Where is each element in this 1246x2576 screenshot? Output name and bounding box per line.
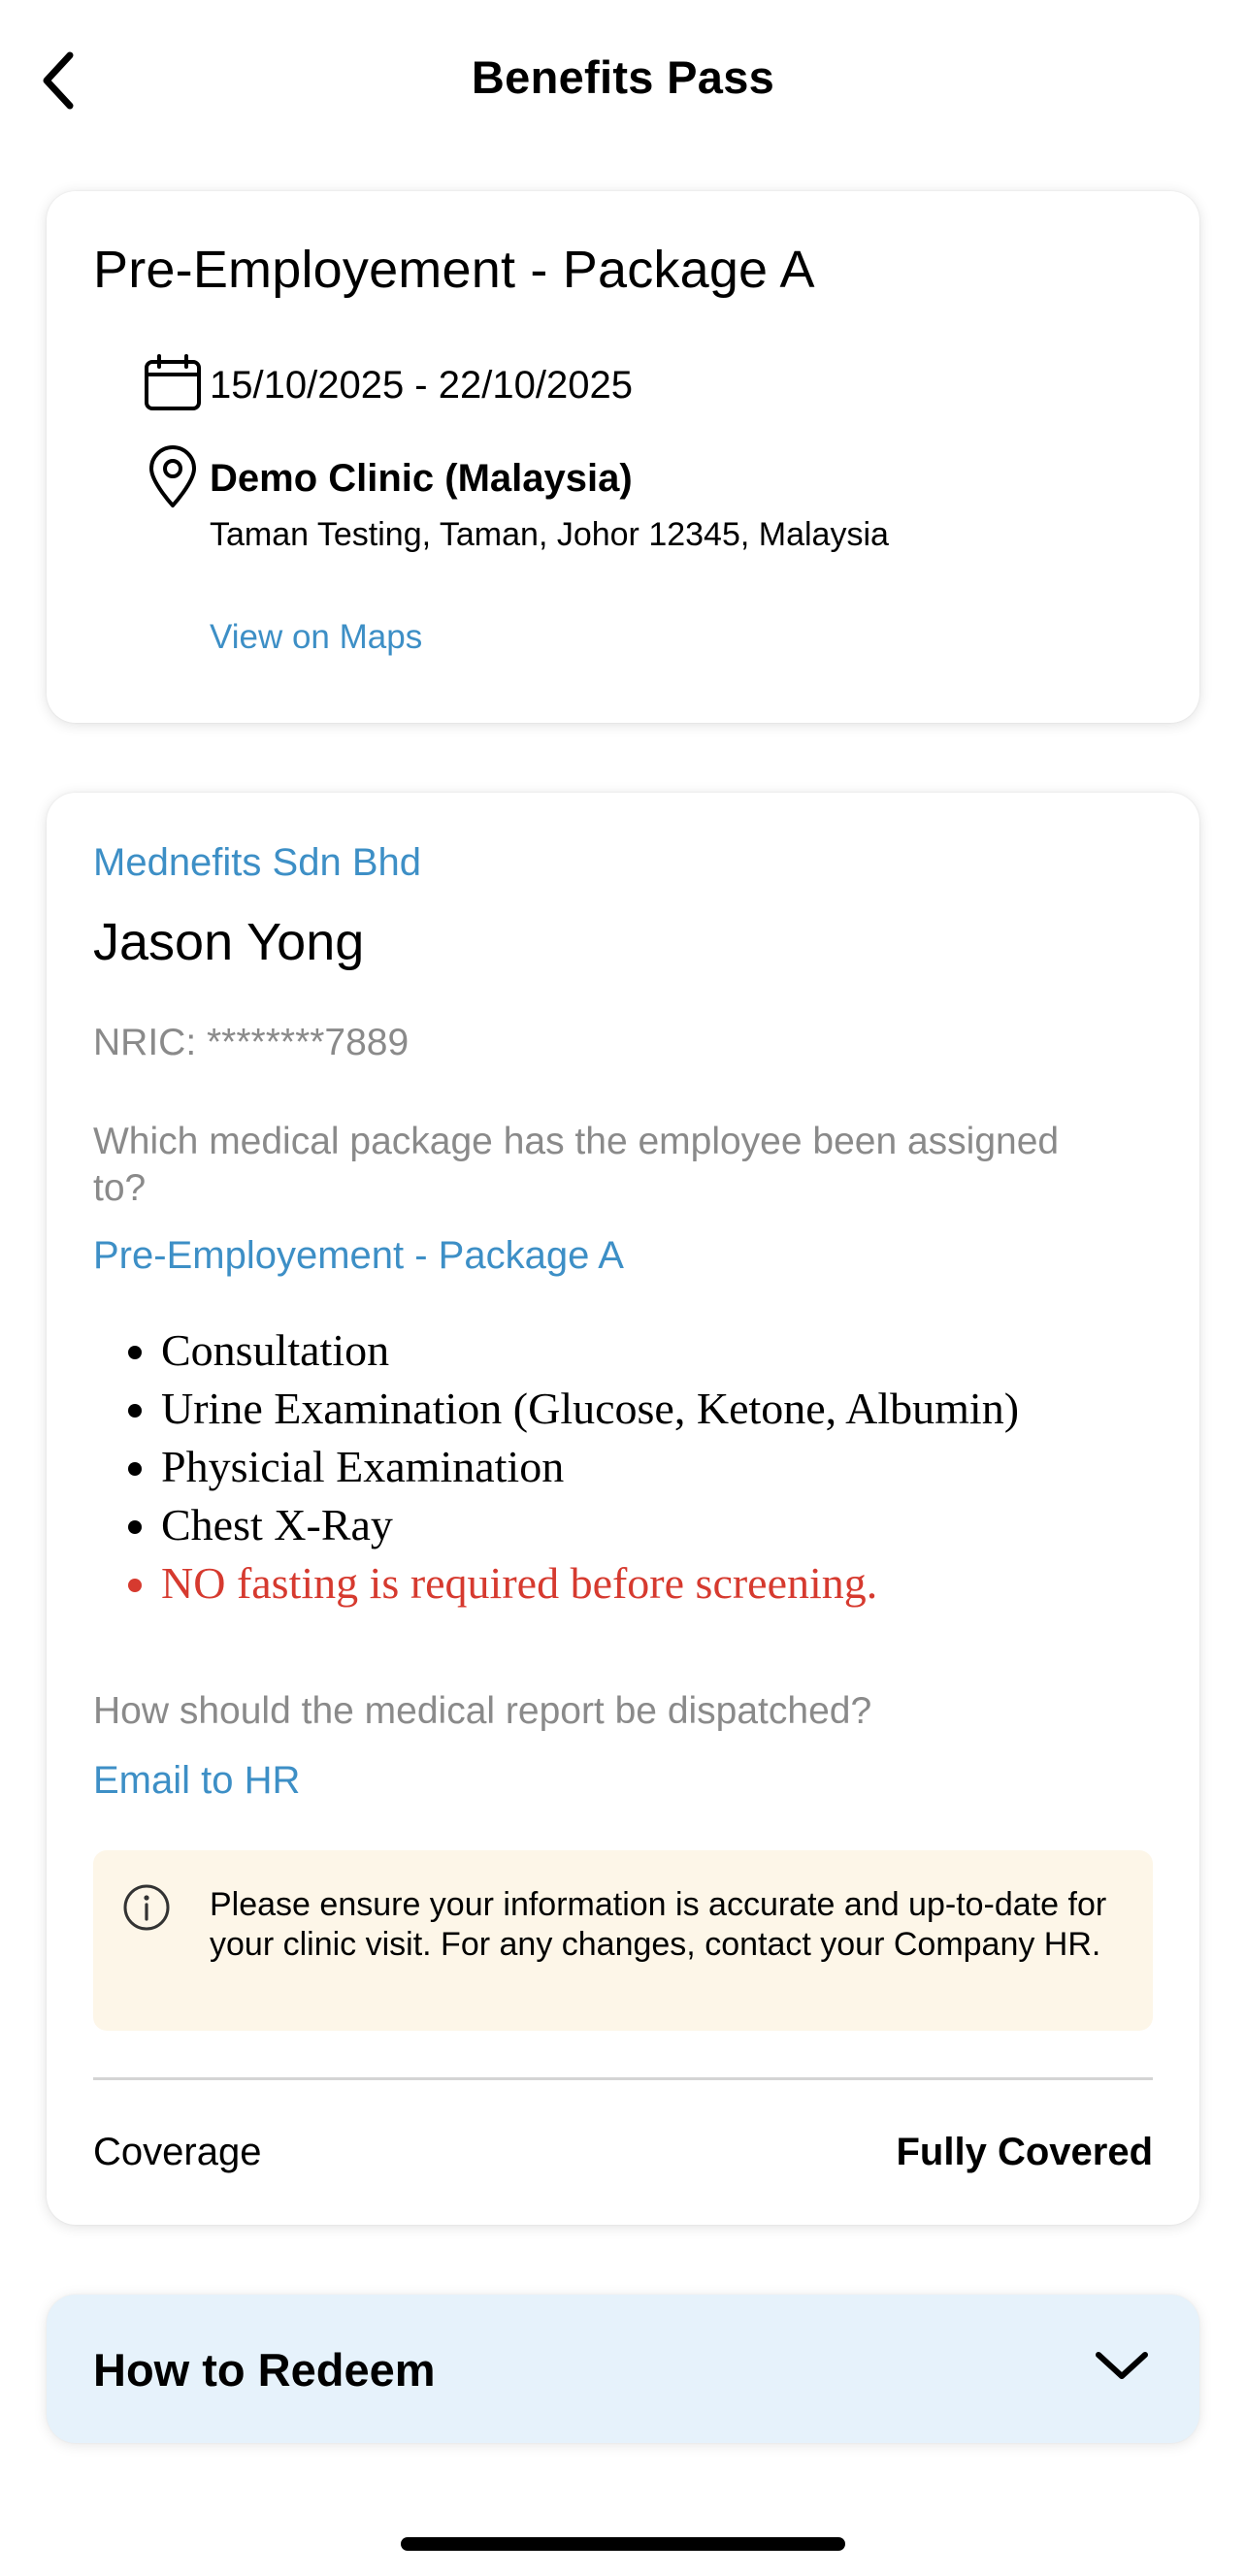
- home-indicator[interactable]: [401, 2537, 845, 2551]
- employee-card: [47, 793, 1199, 2225]
- clinic-name: Demo Clinic (Malaysia): [210, 457, 633, 500]
- coverage-value: Fully Covered: [896, 2131, 1153, 2173]
- list-item: • Consultation: [161, 1321, 1019, 1380]
- dispatch-question: How should the medical report be dispatched?: [93, 1690, 872, 1732]
- app-header: [0, 0, 1246, 165]
- nric-number: NRIC: ********7889: [93, 1022, 410, 1063]
- appointment-card: [47, 191, 1199, 723]
- package-answer: Pre-Employement - Package A: [93, 1234, 624, 1277]
- package-title: Pre-Employement - Package A: [93, 241, 815, 299]
- how-to-redeem-label: How to Redeem: [93, 2344, 436, 2396]
- info-notice: [93, 1850, 1153, 2031]
- list-item: • Chest X-Ray: [161, 1496, 1019, 1554]
- coverage-label: Coverage: [93, 2131, 262, 2173]
- info-icon: [122, 1883, 171, 1932]
- notice-text: Please ensure your information is accurate and up-to-date for your clinic visit. For any changes, contact your Company HR.: [210, 1886, 1107, 1963]
- employee-name: Jason Yong: [93, 913, 365, 971]
- fasting-note: • NO fasting is required before screening.: [161, 1554, 1019, 1613]
- benefits-list: [93, 1321, 1019, 1613]
- view-on-maps-link[interactable]: View on Maps: [210, 618, 423, 656]
- dispatch-answer: Email to HR: [93, 1759, 301, 1802]
- map-pin-icon: [139, 443, 207, 511]
- date-range: 15/10/2025 - 22/10/2025: [210, 364, 633, 407]
- page-title: Benefits Pass: [471, 51, 775, 103]
- calendar-icon: [139, 349, 207, 417]
- chevron-down-icon: [1093, 2345, 1151, 2384]
- how-to-redeem-toggle[interactable]: [47, 2295, 1199, 2443]
- list-item: • Physicial Examination: [161, 1438, 1019, 1496]
- list-item: • Urine Examination (Glucose, Ketone, Albumin): [161, 1380, 1019, 1438]
- divider: [93, 2077, 1153, 2080]
- package-question: Which medical package has the employee been assigned to?: [93, 1121, 1060, 1209]
- company-name: Mednefits Sdn Bhd: [93, 841, 421, 884]
- clinic-address: Taman Testing, Taman, Johor 12345, Malaysia: [210, 516, 889, 553]
